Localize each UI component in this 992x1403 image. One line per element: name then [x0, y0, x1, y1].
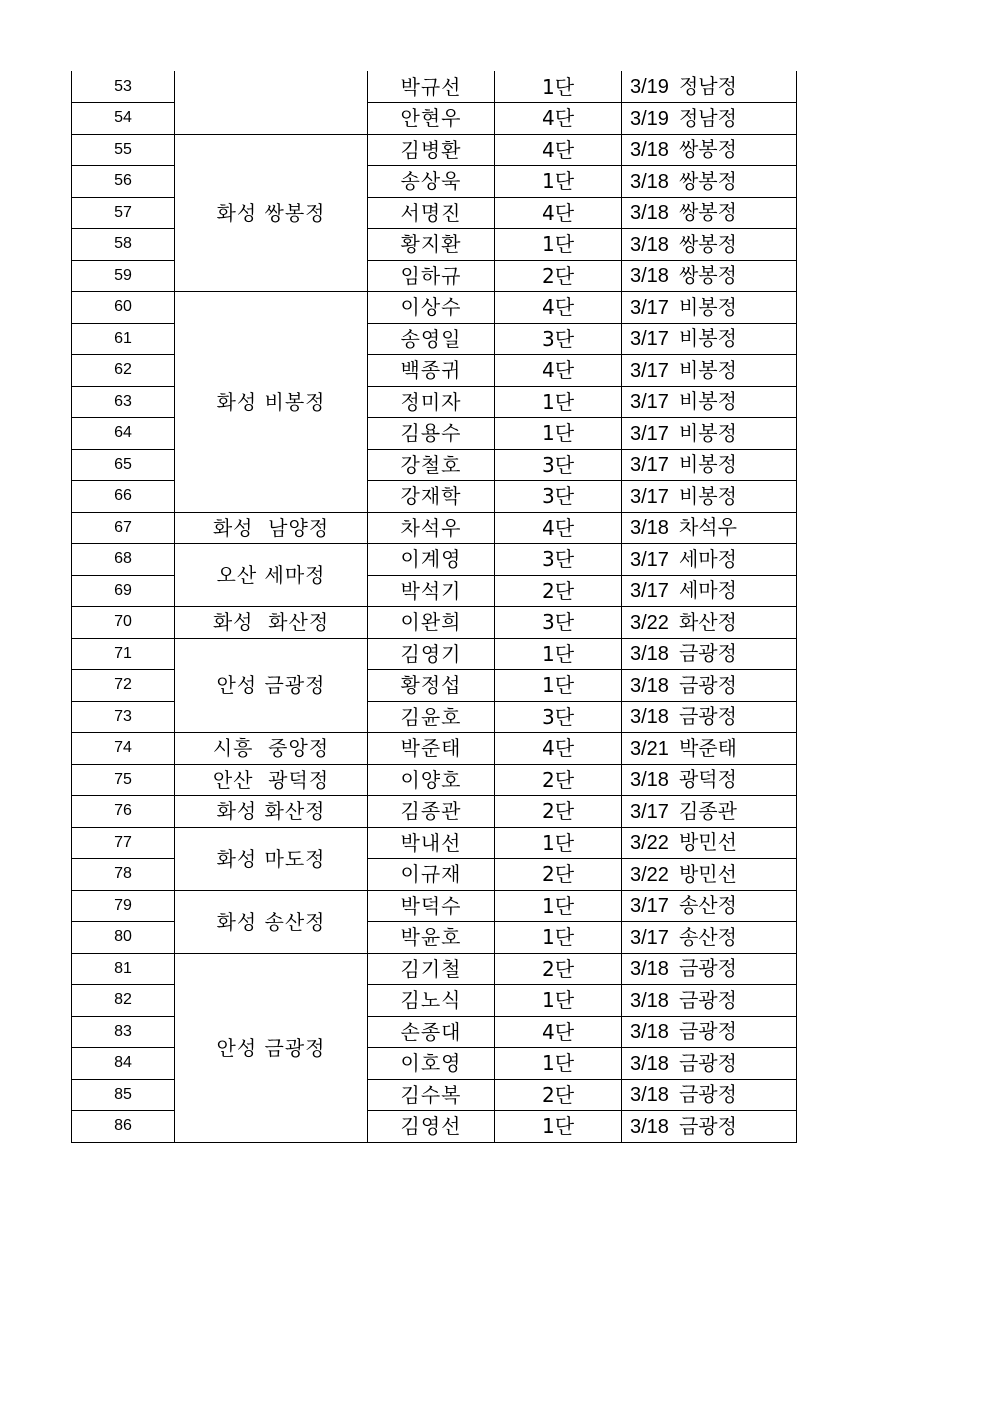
member-name: 박석기 [368, 575, 495, 607]
exam-place: 비봉정 [678, 452, 737, 477]
dan-grade: 1단 [495, 890, 622, 922]
exam-note [622, 544, 797, 576]
exam-note [622, 607, 797, 639]
club-name: 화성 남양정 [175, 512, 368, 544]
exam-note [622, 1079, 797, 1111]
exam-date: 3/17 [630, 548, 669, 571]
exam-note [622, 134, 797, 166]
exam-place: 쌍봉정 [678, 231, 737, 256]
member-name: 송상욱 [368, 166, 495, 198]
row-number: 65 [72, 449, 175, 481]
table-row [72, 890, 797, 922]
dan-grade: 4단 [495, 733, 622, 765]
club-name: 화성 쌍봉정 [175, 134, 368, 292]
member-name: 백종귀 [368, 355, 495, 387]
row-number: 86 [72, 1111, 175, 1143]
member-name: 임하규 [368, 260, 495, 292]
row-number: 76 [72, 796, 175, 828]
exam-note [622, 292, 797, 324]
dan-grade: 3단 [495, 323, 622, 355]
exam-place: 쌍봉정 [678, 168, 737, 193]
exam-date: 3/22 [630, 832, 669, 855]
row-number: 73 [72, 701, 175, 733]
row-number: 63 [72, 386, 175, 418]
exam-place: 정남정 [678, 74, 737, 98]
dan-grade: 2단 [495, 260, 622, 292]
exam-date: 3/22 [630, 863, 669, 886]
member-name: 이양호 [368, 764, 495, 796]
row-number: 67 [72, 512, 175, 544]
row-number: 84 [72, 1048, 175, 1080]
exam-place: 금광정 [678, 956, 737, 981]
row-number: 72 [72, 670, 175, 702]
exam-date: 3/18 [630, 958, 669, 981]
member-name: 박규선 [368, 71, 495, 103]
exam-note [622, 1048, 797, 1080]
exam-note [622, 796, 797, 828]
dan-grade: 2단 [495, 1079, 622, 1111]
member-name: 김영선 [368, 1111, 495, 1143]
row-number: 75 [72, 764, 175, 796]
exam-date: 3/17 [630, 895, 669, 918]
dan-grade: 4단 [495, 355, 622, 387]
table-row [72, 607, 797, 639]
member-name: 강철호 [368, 449, 495, 481]
dan-grade: 2단 [495, 764, 622, 796]
exam-date: 3/17 [630, 359, 669, 382]
exam-note [622, 386, 797, 418]
exam-place: 비봉정 [678, 294, 737, 319]
exam-place: 금광정 [678, 1050, 737, 1075]
exam-date: 3/17 [630, 926, 669, 949]
exam-date: 3/17 [630, 328, 669, 351]
exam-note [622, 1016, 797, 1048]
exam-date: 3/18 [630, 1115, 669, 1138]
member-name: 김수복 [368, 1079, 495, 1111]
exam-note [622, 481, 797, 513]
club-name: 화성 마도정 [175, 827, 368, 890]
member-name: 황정섭 [368, 670, 495, 702]
exam-note [622, 859, 797, 891]
exam-date: 3/19 [630, 107, 669, 130]
member-name: 박준태 [368, 733, 495, 765]
dan-grade: 3단 [495, 701, 622, 733]
dan-grade: 1단 [495, 386, 622, 418]
dan-grade: 2단 [495, 859, 622, 891]
exam-place: 방민선 [678, 830, 737, 855]
member-name: 김종관 [368, 796, 495, 828]
row-number: 66 [72, 481, 175, 513]
exam-place: 금광정 [678, 987, 737, 1012]
row-number: 57 [72, 197, 175, 229]
exam-date: 3/22 [630, 611, 669, 634]
dan-grade: 4단 [495, 134, 622, 166]
member-name: 박윤호 [368, 922, 495, 954]
exam-note [622, 764, 797, 796]
dan-grade: 4단 [495, 103, 622, 135]
exam-date: 3/18 [630, 517, 669, 540]
member-name: 김윤호 [368, 701, 495, 733]
member-name: 김기철 [368, 953, 495, 985]
exam-note [622, 985, 797, 1017]
row-number: 56 [72, 166, 175, 198]
exam-place: 비봉정 [678, 389, 737, 414]
exam-date: 3/18 [630, 706, 669, 729]
row-number: 68 [72, 544, 175, 576]
promotion-table [71, 71, 797, 1143]
exam-note [622, 229, 797, 261]
member-name: 차석우 [368, 512, 495, 544]
club-name: 화성 송산정 [175, 890, 368, 953]
exam-note [622, 701, 797, 733]
table-row [72, 764, 797, 796]
exam-date: 3/18 [630, 1021, 669, 1044]
exam-place: 금광정 [678, 641, 737, 666]
row-number: 69 [72, 575, 175, 607]
exam-note [622, 890, 797, 922]
exam-place: 송산정 [678, 893, 737, 918]
club-name: 화성 화산정 [175, 607, 368, 639]
row-number: 78 [72, 859, 175, 891]
exam-date: 3/17 [630, 485, 669, 508]
exam-place: 쌍봉정 [678, 263, 737, 288]
row-number: 59 [72, 260, 175, 292]
exam-note [622, 953, 797, 985]
exam-place: 차석우 [678, 515, 737, 540]
row-number: 81 [72, 953, 175, 985]
exam-note [622, 449, 797, 481]
member-name: 정미자 [368, 386, 495, 418]
member-name: 김노식 [368, 985, 495, 1017]
dan-grade: 1단 [495, 827, 622, 859]
exam-note [622, 670, 797, 702]
member-name: 안현우 [368, 103, 495, 135]
table-row [72, 512, 797, 544]
exam-date: 3/18 [630, 989, 669, 1012]
table-row [72, 638, 797, 670]
dan-grade: 1단 [495, 638, 622, 670]
row-number: 79 [72, 890, 175, 922]
dan-grade: 3단 [495, 544, 622, 576]
dan-grade: 3단 [495, 481, 622, 513]
exam-note [622, 512, 797, 544]
exam-place: 송산정 [678, 924, 737, 949]
member-name: 김병환 [368, 134, 495, 166]
exam-note [622, 103, 797, 135]
exam-note [622, 638, 797, 670]
club-name: 안산 광덕정 [175, 764, 368, 796]
exam-place: 화산정 [678, 609, 737, 634]
member-name: 이상수 [368, 292, 495, 324]
exam-note [622, 260, 797, 292]
dan-grade: 4단 [495, 197, 622, 229]
exam-place: 비봉정 [678, 483, 737, 508]
exam-note [622, 166, 797, 198]
table-row [72, 733, 797, 765]
table-row [72, 292, 797, 324]
exam-date: 3/21 [630, 737, 669, 760]
exam-place: 금광정 [678, 704, 737, 729]
dan-grade: 1단 [495, 985, 622, 1017]
table-row [72, 71, 797, 103]
member-name: 손종대 [368, 1016, 495, 1048]
table-row [72, 544, 797, 576]
exam-place: 금광정 [678, 1082, 737, 1107]
table-row [72, 827, 797, 859]
member-name: 박덕수 [368, 890, 495, 922]
row-number: 74 [72, 733, 175, 765]
row-number: 83 [72, 1016, 175, 1048]
exam-place: 금광정 [678, 1019, 737, 1044]
row-number: 54 [72, 103, 175, 135]
exam-place: 정남정 [678, 105, 737, 130]
exam-date: 3/17 [630, 580, 669, 603]
exam-note [622, 922, 797, 954]
exam-date: 3/18 [630, 265, 669, 288]
dan-grade: 1단 [495, 229, 622, 261]
exam-note [622, 827, 797, 859]
club-name: 화성 화산정 [175, 796, 368, 828]
exam-date: 3/17 [630, 800, 669, 823]
exam-date: 3/18 [630, 170, 669, 193]
row-number: 82 [72, 985, 175, 1017]
dan-grade: 2단 [495, 575, 622, 607]
dan-grade: 1단 [495, 1111, 622, 1143]
exam-date: 3/17 [630, 391, 669, 414]
club-name: 안성 금광정 [175, 953, 368, 1142]
member-name: 이완희 [368, 607, 495, 639]
member-name: 김용수 [368, 418, 495, 450]
exam-place: 쌍봉정 [678, 137, 737, 162]
row-number: 85 [72, 1079, 175, 1111]
exam-date: 3/18 [630, 769, 669, 792]
member-name: 박내선 [368, 827, 495, 859]
dan-grade: 1단 [495, 71, 622, 103]
row-number: 77 [72, 827, 175, 859]
table-row [72, 134, 797, 166]
row-number: 60 [72, 292, 175, 324]
exam-place: 금광정 [678, 672, 737, 697]
dan-grade: 2단 [495, 796, 622, 828]
exam-date: 3/17 [630, 296, 669, 319]
row-number: 61 [72, 323, 175, 355]
exam-note [622, 71, 797, 103]
exam-date: 3/18 [630, 202, 669, 225]
club-name: 화성 비봉정 [175, 292, 368, 513]
exam-note [622, 355, 797, 387]
exam-note [622, 197, 797, 229]
dan-grade: 2단 [495, 953, 622, 985]
exam-place: 세마정 [678, 578, 737, 603]
exam-place: 비봉정 [678, 326, 737, 351]
exam-note [622, 418, 797, 450]
exam-date: 3/18 [630, 233, 669, 256]
dan-grade: 1단 [495, 670, 622, 702]
member-name: 서명진 [368, 197, 495, 229]
dan-grade: 4단 [495, 512, 622, 544]
member-name: 이규재 [368, 859, 495, 891]
row-number: 71 [72, 638, 175, 670]
row-number: 55 [72, 134, 175, 166]
exam-date: 3/17 [630, 422, 669, 445]
exam-place: 박준태 [678, 735, 737, 760]
exam-date: 3/18 [630, 1084, 669, 1107]
club-name: 안성 금광정 [175, 638, 368, 733]
exam-place: 광덕정 [678, 767, 737, 792]
dan-grade: 4단 [495, 292, 622, 324]
row-number: 70 [72, 607, 175, 639]
exam-date: 3/18 [630, 643, 669, 666]
dan-grade: 3단 [495, 607, 622, 639]
member-name: 강재학 [368, 481, 495, 513]
exam-place: 세마정 [678, 546, 737, 571]
club-name [175, 71, 368, 134]
member-name: 이계영 [368, 544, 495, 576]
dan-grade: 4단 [495, 1016, 622, 1048]
row-number: 64 [72, 418, 175, 450]
member-name: 이호영 [368, 1048, 495, 1080]
exam-place: 방민선 [678, 861, 737, 886]
row-number: 53 [72, 71, 175, 103]
exam-place: 김종관 [678, 798, 737, 823]
dan-grade: 1단 [495, 166, 622, 198]
exam-date: 3/18 [630, 139, 669, 162]
member-name: 김영기 [368, 638, 495, 670]
table-row [72, 953, 797, 985]
member-name: 황지환 [368, 229, 495, 261]
exam-place: 비봉정 [678, 357, 737, 382]
row-number: 58 [72, 229, 175, 261]
table-body [72, 71, 797, 1142]
dan-grade: 1단 [495, 922, 622, 954]
exam-note [622, 1111, 797, 1143]
exam-date: 3/18 [630, 1052, 669, 1075]
member-name: 송영일 [368, 323, 495, 355]
table-row [72, 796, 797, 828]
exam-date: 3/17 [630, 454, 669, 477]
exam-note [622, 733, 797, 765]
dan-grade: 3단 [495, 449, 622, 481]
dan-grade: 1단 [495, 418, 622, 450]
exam-date: 3/18 [630, 674, 669, 697]
exam-note [622, 323, 797, 355]
dan-grade: 1단 [495, 1048, 622, 1080]
club-name: 시흥 중앙정 [175, 733, 368, 765]
exam-place: 비봉정 [678, 420, 737, 445]
club-name: 오산 세마정 [175, 544, 368, 607]
row-number: 62 [72, 355, 175, 387]
row-number: 80 [72, 922, 175, 954]
exam-note [622, 575, 797, 607]
exam-place: 금광정 [678, 1113, 737, 1138]
exam-date: 3/19 [630, 76, 669, 98]
exam-place: 쌍봉정 [678, 200, 737, 225]
